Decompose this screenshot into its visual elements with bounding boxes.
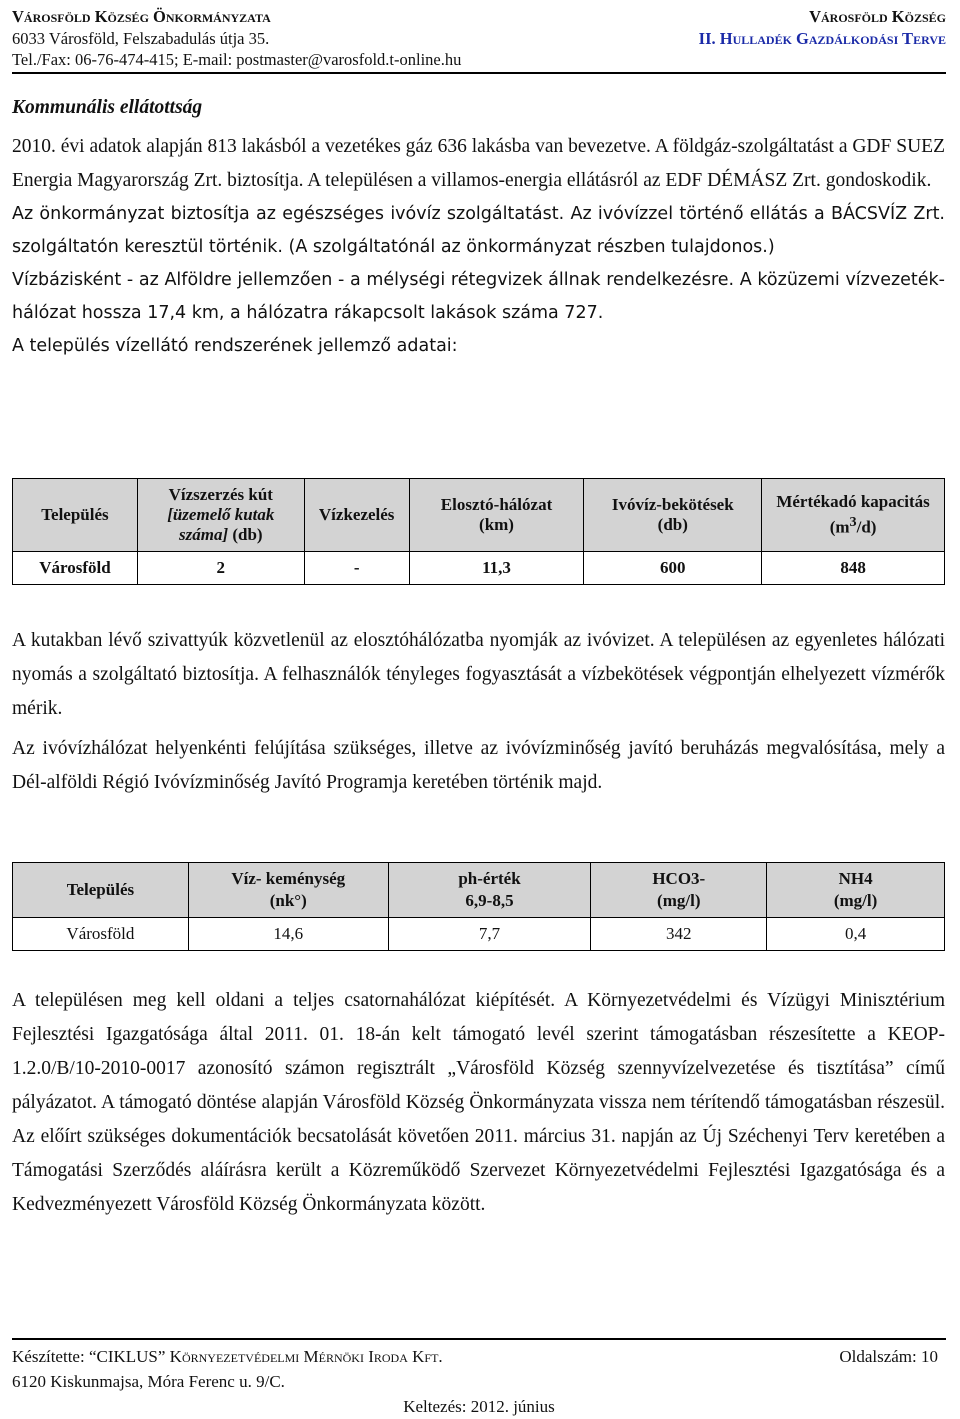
col-telepules: Település [13,479,138,552]
main-content [12,96,945,363]
cell-nh4: 0,4 [767,918,945,951]
paragraph-gas: 2010. évi adatok alapján 813 lakásból a vezetékes gáz 636 lakásba van bevezetve. A földgáz-szolgáltatást a GDF SUEZ Energia Magyarország Zrt. biztosítja. A településen a villamos-energia ellátásról az EDF DÉMÁSZ Zrt. gondoskodik. [12,136,945,191]
paragraph-water-2: Vízbázisként - az Alföldre jellemzően - a mélységi rétegvizek állnak rendelkezésre. A közüzemi vízvezeték-hálózat hossza 17,4 km, a hálózatra rákapcsolt lakások száma 727. [12,270,945,323]
col-elosztoh-line2: (km) [479,515,514,534]
col-kemenyseg [188,863,388,918]
org-contact: Tel./Fax: 06-76-474-415; E-mail: postmaster@varosfold.t-online.hu [12,50,462,69]
org-address: 6033 Városföld, Felszabadulás útja 35. [12,28,270,48]
cell-kapac: 848 [762,552,945,585]
col-kut-line1: Vízszerzés kút [168,485,273,504]
header-plan-title: II. Hulladék Gazdálkodási Terve [698,28,946,48]
cell-elosztoh: 11,3 [409,552,584,585]
col-nh-line2: (mg/l) [833,891,878,910]
header-right-title: Városföld Község [809,7,946,26]
col-nh4 [767,863,945,918]
col-ph [388,863,591,918]
footer-date: Keltezés: 2012. június [403,1397,555,1416]
footer-page [839,1344,938,1369]
col-kut-line2: [üzemelő kutak száma] [167,505,275,544]
cell-kut: 2 [137,552,304,585]
col-kapac-unit-pre: (m [829,517,850,537]
cell-telepules: Városföld [13,552,138,585]
col-kem-line1: Víz- keménység [231,869,346,888]
col-elosztoh-line1: Elosztó-hálózat [440,495,553,514]
col-kem-line2: (nk°) [269,891,307,910]
paragraph-water-3: A település vízellátó rendszerének jellemző adatai: [12,336,458,356]
col-hco3 [591,863,767,918]
col-kapac-unit-post: /d) [856,517,877,537]
cell-vizkezeles: - [304,552,409,585]
col-kut-unit: (db) [232,525,263,544]
header-right [699,6,946,49]
water-text-block [12,624,945,800]
cell-ph: 7,7 [388,918,591,951]
cell-bekot: 600 [584,552,762,585]
col-bekot-line1: Ivóvíz-bekötések [611,495,734,514]
cell-kemenyseg: 14,6 [188,918,388,951]
sewer-text-block [12,984,945,1222]
paragraph-sewer: A településen meg kell oldani a teljes csatornahálózat kiépítését. A Környezetvédelmi és Vízügyi Minisztérium Fejlesztési Igazgatósága által 2011. 01. 18-án kelt támogató levél szerint támogatásban részesítette a KEOP-1.2.0/B/10-2010-0017 azonosító számon regisztrált „Városföld Község szennyvízelvezetése és tisztítása” című pályázatot. A támogató döntése alapján Városföld Község Önkormányzata vissza nem térítendő támogatásban részesül. Az előírt szükséges dokumentációk becsatolását követően 2011. március 31. napján az Új Széchenyi Terv keretében a Támogatási Szerződés aláírásra került a Közreműködő Szervezet Környezetvédelmi Fejlesztési Igazgatósága és a Kedvezményezett Városföld Község Önkormányzata között. [12,990,945,1215]
header-left [12,6,461,71]
footer-author-prefix: Készítette: [12,1347,85,1366]
paragraph-water-1: Az önkormányzat biztosítja az egészséges ivóvíz szolgáltatást. Az ivóvízzel történő ellátás a BÁCSVÍZ Zrt. szolgáltatón keresztül történik. (A szolgáltatónál az önkormányzat részben tulajdonos.) [12,204,945,257]
cell-hco3: 342 [591,918,767,951]
footer-address: 6120 Kiskunmajsa, Móra Ferenc u. 9/C. [12,1372,285,1391]
water-quality-table [12,862,945,951]
footer-author-name: “CIKLUS” Környezetvédelmi Mérnöki Iroda Kft. [88,1347,443,1366]
col-nh-line1: NH4 [838,869,873,888]
col-kapac-unit-sup: 3 [849,514,857,531]
col-vizkezeles: Vízkezelés [304,479,409,552]
col-ph-line1: ph-érték [458,869,521,888]
page-header [12,6,946,74]
col-ph-line2: 6,9-8,5 [465,891,514,910]
col-kut [137,479,304,552]
section-title: Kommunális ellátottság [12,97,203,118]
col-hco-line1: HCO3- [652,869,706,888]
col-kapac-line1: Mértékadó kapacitás [776,492,930,512]
col-telepules: Település [13,863,189,918]
paragraph-pumps: A kutakban lévő szivattyúk közvetlenül az elosztóhálózatba nyomják az ivóvizet. A településen az egyenletes hálózati nyomás a szolgáltató biztosítja. A felhasználók tényleges fogyasztását a vízbekötések végpontján elhelyezett vízmérők mérik. [12,630,945,719]
col-kapacitas [762,479,945,552]
col-bekot-line2: (db) [657,515,688,534]
footer-page-label: Oldalszám: [839,1347,917,1366]
water-supply-table [12,478,945,585]
col-hco-line2: (mg/l) [657,891,701,910]
table-header-row [13,863,945,918]
page-footer [12,1338,946,1419]
table-row [13,918,945,951]
col-bekotesek [584,479,762,552]
table-header-row [13,479,945,552]
footer-page-number: 10 [921,1347,938,1366]
org-name: Városföld Község Önkormányzata [12,7,271,26]
table-row [13,552,945,585]
paragraph-renewal: Az ivóvízhálózat helyenkénti felújítása szükséges, illetve az ivóvízminőség javító beruházás megvalósítása, mely a Dél-alföldi Régió Ivóvízminőség Javító Programja keretében történik majd. [12,738,945,793]
col-elosztohalozat [409,479,584,552]
cell-telepules: Városföld [13,918,189,951]
